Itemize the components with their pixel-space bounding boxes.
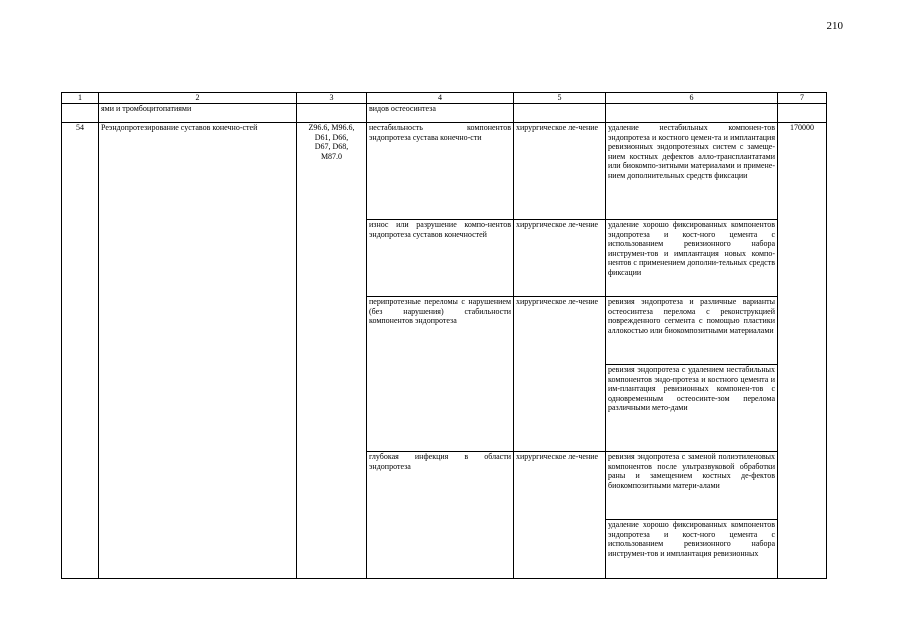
continuation-model: видов остеосинтеза [367,104,514,123]
procedure-name: Реэндопротезирование суставов конечно-стей [99,123,297,579]
treatment-type: хирургическое ле-чение [514,123,606,220]
treatment-method: удаление хорошо фиксированных компонентов эндопротеза и кост-ного цемента с использованием ревизионного набора инструмен-тов и имплантация ревизионных [606,520,778,579]
continuation-row [62,104,827,123]
table-row [62,123,827,220]
procedures-table [61,92,827,579]
header-row [62,93,827,104]
patient-model: глубокая инфекция в области эндопротеза [367,452,514,579]
col-header-6: 6 [606,93,778,104]
treatment-type: хирургическое ле-чение [514,452,606,579]
continuation-name: ями и тромбоцитопатиями [99,104,297,123]
col-header-2: 2 [99,93,297,104]
page-number: 210 [826,20,843,32]
treatment-method: ревизия эндопротеза и различные варианты остеосинтеза перелома с реконструкцией поврежденного сегмента с помощью пластики аллокостью или биокомпозитными материалами [606,297,778,365]
treatment-type: хирургическое ле-чение [514,220,606,297]
col-header-3: 3 [297,93,367,104]
patient-model: нестабильность компонентов эндопротеза сустава конечно-сти [367,123,514,220]
col-header-5: 5 [514,93,606,104]
patient-model: износ или разрушение компо-нентов эндопротеза суставов конечностей [367,220,514,297]
col-header-1: 1 [62,93,99,104]
diagnosis-codes: Z96.6, M96.6, D61, D66, D67, D68, M87.0 [297,123,367,579]
col-header-4: 4 [367,93,514,104]
treatment-method: удаление хорошо фиксированных компонентов эндопротеза и кост-ного цемента с использованием ревизионного набора инструмен-тов и имплантация новых компо-нентов с применением дополни-тельных средств фиксации [606,220,778,297]
treatment-type: хирургическое ле-чение [514,297,606,452]
row-number: 54 [62,123,99,579]
treatment-method: ревизия эндопротеза с заменой полиэтиленовых компонентов после ультразвуковой обработки раны и замещением костных де-фектов биокомпозитными матери-алами [606,452,778,520]
patient-model: перипротезные переломы с нарушением (без нарушения) стабильности компонентов эндопротеза [367,297,514,452]
treatment-method: ревизия эндопротеза с удалением нестабильных компонентов эндо-протеза и костного цемента и им-плантация ревизионных компонен-тов с одновременным остеосинте-зом перелома различными мето-дами [606,365,778,452]
treatment-method: удаление нестабильных компонен-тов эндопротеза и костного цемен-та и имплантация ревизионных эндопротезных систем с замеще-нием костных дефектов алло-трансплантатами или биокомпо-зитными материалами и примене-нием дополнительных средств фиксации [606,123,778,220]
col-header-7: 7 [778,93,827,104]
price: 170000 [778,123,827,579]
